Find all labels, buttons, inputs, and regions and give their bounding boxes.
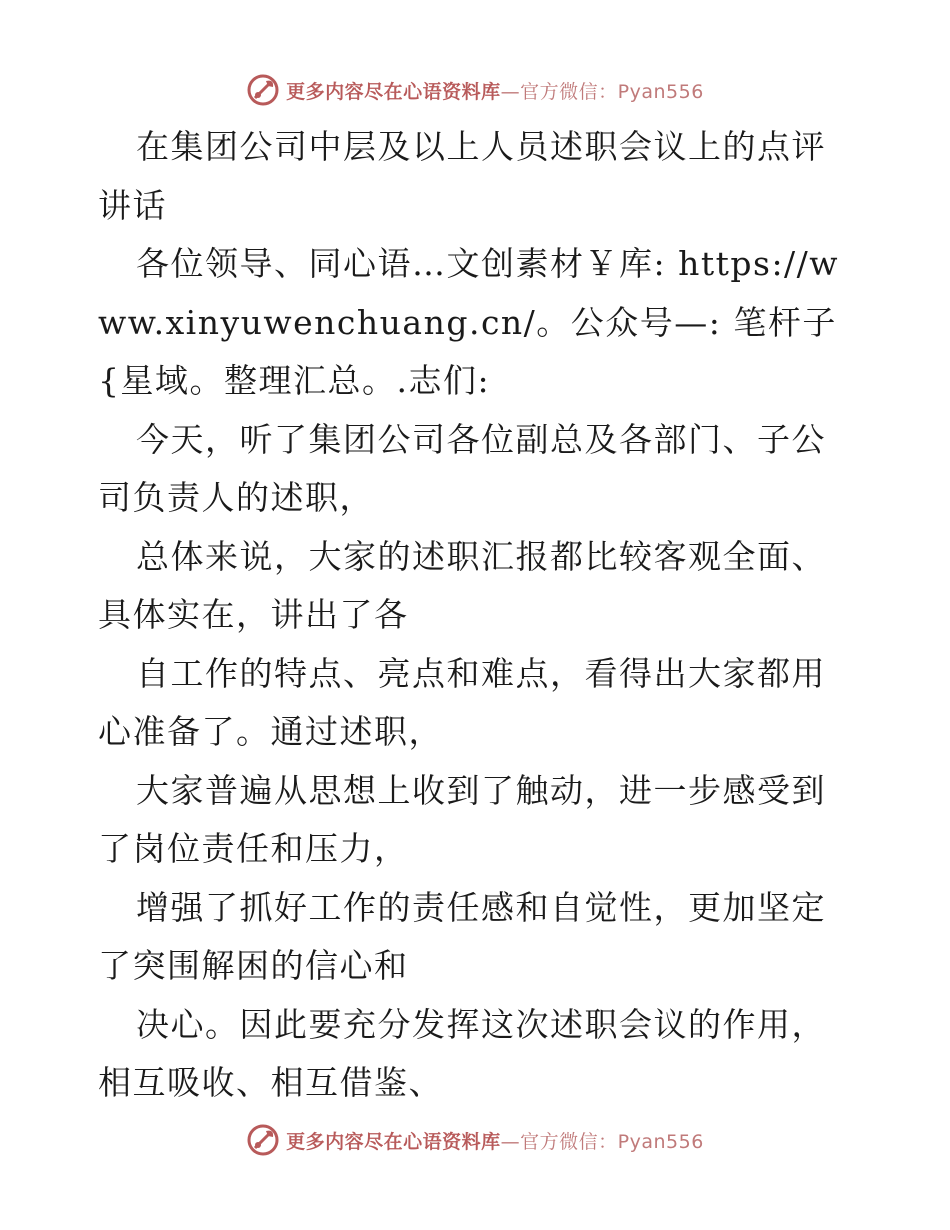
document-paragraph: 增强了抓好工作的责任感和自觉性，更加坚定了突围解困的信心和 <box>98 887 826 985</box>
footer-banner-sub: 官方微信：Pyan556 <box>520 1130 704 1153</box>
header-banner-main: 更多内容尽在心语资料库 <box>286 80 501 103</box>
header-banner-separator: — <box>500 80 521 103</box>
document-body <box>98 118 858 1113</box>
document-paragraph: 总体来说，大家的述职汇报都比较客观全面、具体实在，讲出了各 <box>98 536 826 634</box>
header-banner <box>0 70 950 110</box>
document-paragraph: 今天，听了集团公司各位副总及各部门、子公司负责人的述职， <box>98 419 826 517</box>
quill-logo-icon <box>246 73 280 107</box>
document-paragraph: 自工作的特点、亮点和难点，看得出大家都用心准备了。通过述职， <box>98 653 826 751</box>
document-paragraph: 各位领导、同心语…文创素材￥库: https://www.xinyuwenchuang.cn/。公众号—: 笔杆子{星域。整理汇总。.志们: <box>98 244 840 400</box>
document-title: 在集团公司中层及以上人员述职会议上的点评讲话 <box>98 127 826 225</box>
quill-logo-icon <box>246 1123 280 1157</box>
footer-banner-text <box>286 1127 704 1154</box>
header-banner-text <box>286 77 704 104</box>
document-paragraph: 大家普遍从思想上收到了触动，进一步感受到了岗位责任和压力， <box>98 770 826 868</box>
footer-banner-main: 更多内容尽在心语资料库 <box>286 1130 501 1153</box>
footer-banner-separator: — <box>500 1130 521 1153</box>
document-paragraph: 决心。因此要充分发挥这次述职会议的作用，相互吸收、相互借鉴、 <box>98 1004 826 1102</box>
header-banner-sub: 官方微信：Pyan556 <box>520 80 704 103</box>
footer-banner <box>0 1120 950 1160</box>
